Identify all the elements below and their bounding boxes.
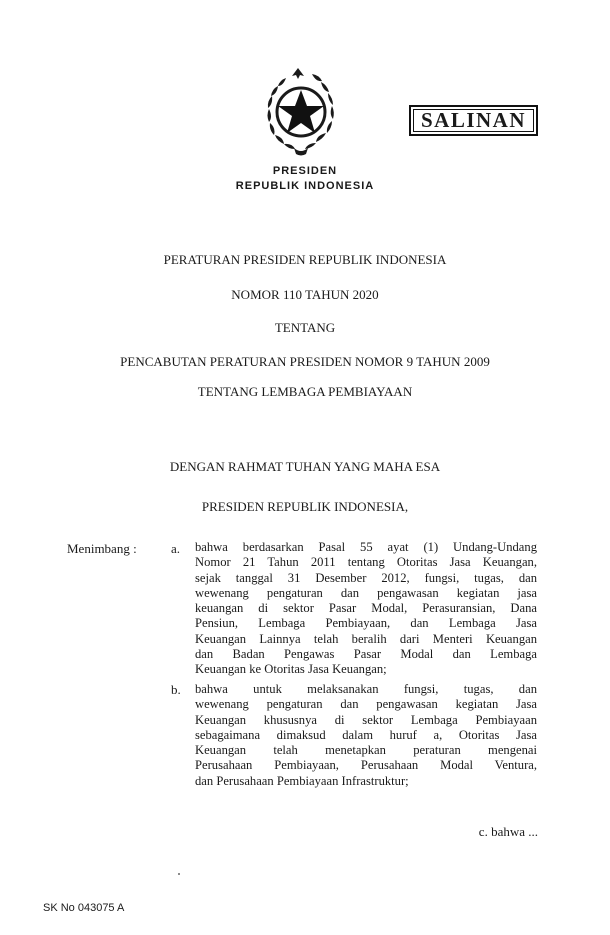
regulation-subject-continued: TENTANG LEMBAGA PEMBIAYAAN bbox=[197, 384, 413, 399]
paragraph-line: sebagaimana dimaksud dalam huruf a, Otoritas Jasa bbox=[195, 727, 537, 742]
preamble-president: PRESIDEN REPUBLIK INDONESIA, bbox=[201, 499, 409, 514]
paragraph-line: dan Badan Pengawas Pasar Modal dan Lembaga bbox=[195, 647, 537, 662]
paragraph-line: Pensiun, Lembaga Pembiayaan, dan Lembaga Jasa bbox=[195, 616, 537, 631]
menimbang-label: Menimbang : bbox=[67, 541, 137, 556]
salinan-label: SALINAN bbox=[420, 108, 527, 132]
paragraph-line: dan Perusahaan Pembiayaan Infrastruktur; bbox=[195, 773, 409, 788]
regulation-subject: PENCABUTAN PERATURAN PRESIDEN NOMOR 9 TAHUN 2009 bbox=[120, 354, 490, 369]
paragraph-line: Keuangan Lainnya telah beralih dari Menteri Keuangan bbox=[195, 631, 537, 646]
header-republik-indonesia: REPUBLIK INDONESIA bbox=[235, 180, 375, 192]
speck bbox=[178, 873, 180, 875]
page-continuation: c. bahwa ... bbox=[478, 824, 538, 839]
paragraph-line: bahwa berdasarkan Pasal 55 ayat (1) Undang-Undang bbox=[195, 540, 537, 554]
regulation-tentang: TENTANG bbox=[274, 320, 336, 335]
regulation-number: NOMOR 110 TAHUN 2020 bbox=[231, 287, 379, 302]
item-marker: a. bbox=[171, 541, 181, 556]
paragraph-line: Perusahaan Pembiayaan, Perusahaan Modal Ventura, bbox=[195, 758, 537, 773]
preamble-invocation: DENGAN RAHMAT TUHAN YANG MAHA ESA bbox=[169, 459, 441, 474]
consideration-paragraph bbox=[195, 682, 537, 789]
paragraph-line: bahwa untuk melaksanakan fungsi, tugas, dan bbox=[195, 682, 537, 696]
paragraph-line: Keuangan telah menetapkan peraturan mengenai bbox=[195, 743, 537, 758]
paragraph-line: wewenang pengaturan dan pengawasan kegiatan jasa bbox=[195, 585, 537, 600]
regulation-title: PERATURAN PRESIDEN REPUBLIK INDONESIA bbox=[163, 252, 447, 267]
paragraph-line: Keuangan ke Otoritas Jasa Keuangan; bbox=[195, 662, 387, 677]
header-presiden: PRESIDEN bbox=[272, 165, 338, 177]
paragraph-line: wewenang pengaturan dan pengawasan kegiatan Jasa bbox=[195, 697, 537, 712]
consideration-paragraph bbox=[195, 540, 537, 678]
item-marker: b. bbox=[171, 682, 181, 697]
garuda-star-emblem-icon bbox=[256, 66, 342, 158]
paragraph-line: Keuangan khususnya di sektor Lembaga Pembiayaan bbox=[195, 712, 537, 727]
paragraph-line: keuangan di sektor Pasar Modal, Perasuransian, Dana bbox=[195, 601, 537, 616]
paragraph-line: sejak tanggal 31 Desember 2012, fungsi, tugas, dan bbox=[195, 570, 537, 585]
document-serial-code: SK No 043075 A bbox=[43, 902, 125, 914]
paragraph-line: Nomor 21 Tahun 2011 tentang Otoritas Jasa Keuangan, bbox=[195, 555, 537, 570]
salinan-stamp bbox=[409, 105, 538, 136]
